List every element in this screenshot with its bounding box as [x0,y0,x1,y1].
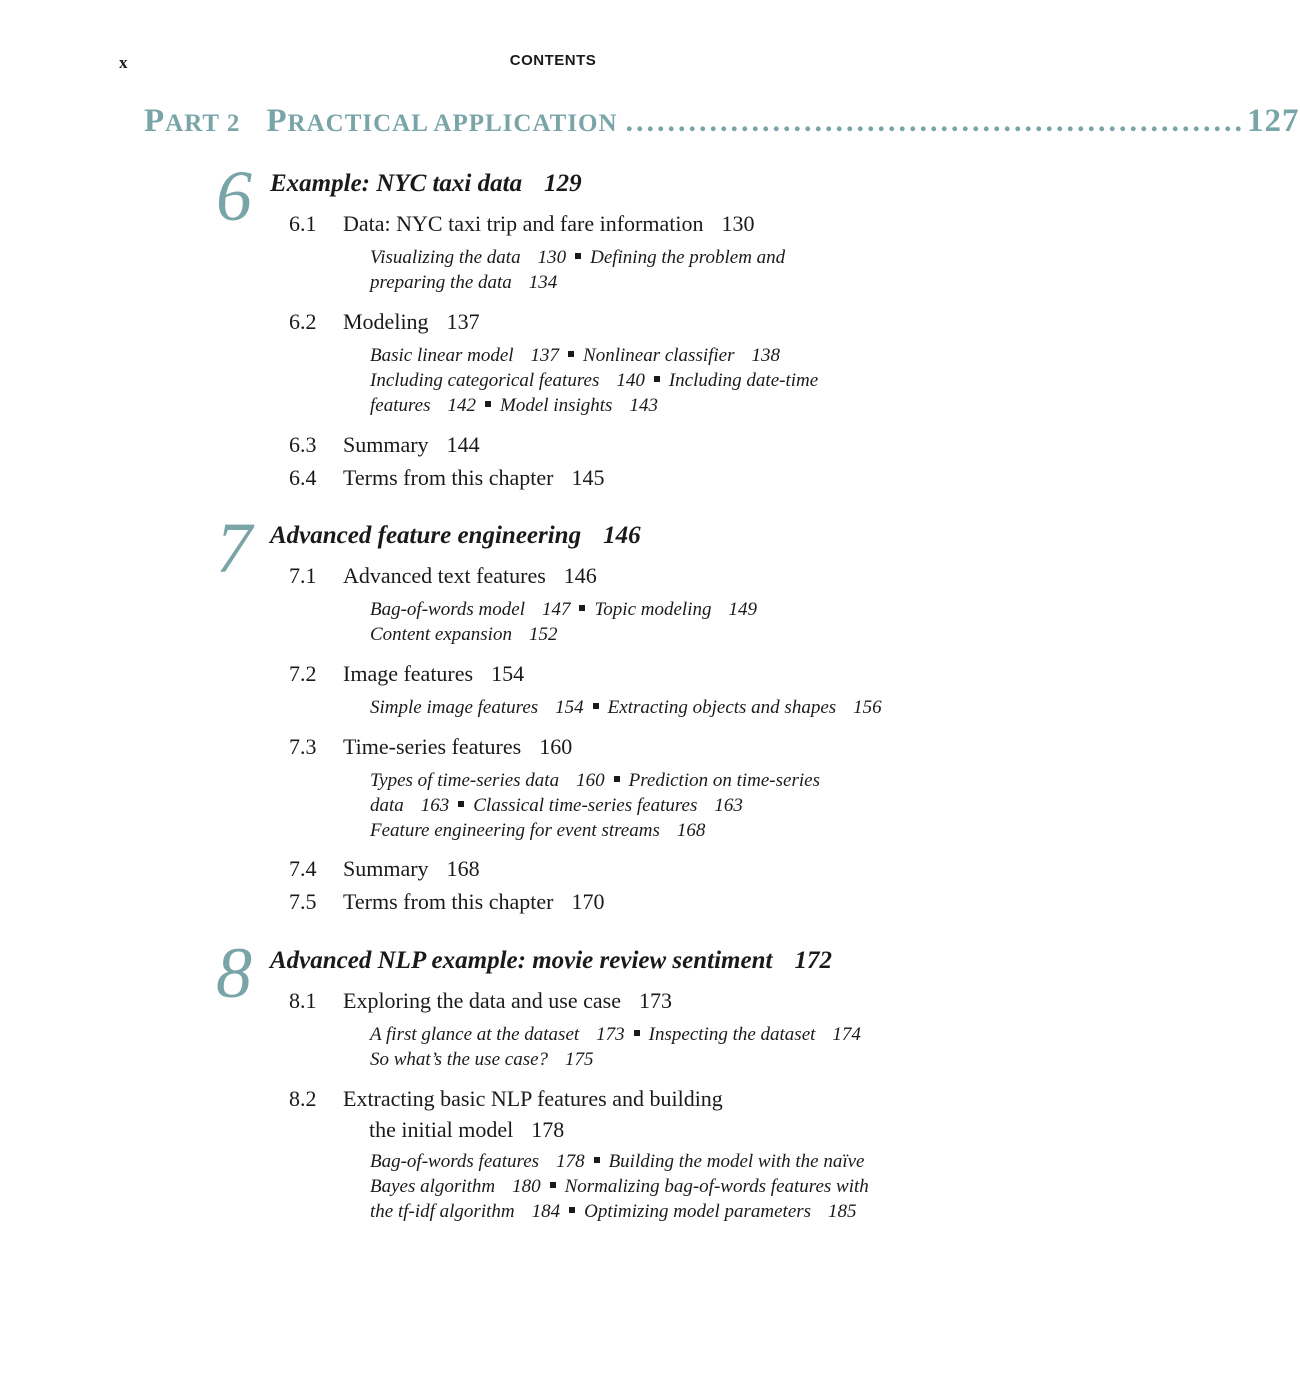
section-number: 7.2 [289,661,317,686]
subsection-title[interactable]: Topic modeling [594,599,712,620]
bullet-separator-icon [568,351,574,357]
section-number: 6.3 [289,432,317,457]
subsection-line [370,597,757,622]
bullet-separator-icon [654,376,660,382]
subsection-title[interactable]: Bag-of-words features [370,1151,540,1172]
subsection-line [370,368,818,393]
subsection-title[interactable]: preparing the data [370,272,512,293]
section-entry[interactable] [289,986,672,1016]
subsection-line [370,622,557,647]
subsection-page-number: 156 [853,697,882,718]
section-page-number: 170 [571,889,605,914]
subsection-title[interactable]: Including categorical features [370,370,600,391]
section-entry[interactable] [289,561,597,591]
subsection-page-number: 175 [565,1049,594,1070]
section-title: Time-series features [343,734,522,759]
subsection-title[interactable]: Extracting objects and shapes [607,697,837,718]
subsection-page-number: 174 [832,1024,861,1045]
chapter-page-number: 146 [603,522,641,549]
subsection-page-number: 184 [531,1201,561,1222]
chapter-title-link[interactable] [270,521,641,551]
bullet-separator-icon [458,801,464,807]
subsection-page-number: 160 [576,770,605,791]
section-page-number: 130 [721,211,755,236]
subsection-line [370,1047,594,1072]
section-number: 6.1 [289,211,317,236]
section-entry[interactable] [289,430,480,460]
subsection-title[interactable]: Including date-time [668,370,819,391]
bullet-separator-icon [485,401,491,407]
subsection-line [370,1149,865,1174]
bullet-separator-icon [614,776,620,782]
subsection-title[interactable]: Simple image features [370,697,539,718]
bullet-separator-icon [579,605,585,611]
section-title: Data: NYC taxi trip and fare information [343,211,704,236]
subsection-page-number: 185 [828,1201,857,1222]
section-title: Image features [343,661,474,686]
page-number: x [119,53,128,72]
section-title: Advanced text features [343,563,546,588]
subsection-page-number: 180 [512,1176,541,1197]
section-number: 7.4 [289,856,317,881]
section-page-number: 154 [491,661,525,686]
section-title: Terms from this chapter [343,465,554,490]
section-number: 6.4 [289,465,317,490]
section-title: Summary [343,856,429,881]
section-page-number: 178 [531,1117,565,1142]
subsection-title[interactable]: So what’s the use case? [370,1049,549,1070]
section-number: 7.1 [289,563,317,588]
subsection-title[interactable]: Normalizing bag-of-words features with [564,1176,869,1197]
subsection-page-number: 140 [616,370,645,391]
subsection-line [370,393,658,418]
subsection-line [370,245,785,270]
part-title: PRACTICAL APPLICATION [266,103,618,139]
chapter-page-number: 129 [544,170,582,197]
section-entry[interactable] [289,209,754,239]
section-page-number: 144 [446,432,480,457]
section-number: 7.3 [289,734,317,759]
subsection-title[interactable]: Model insights [500,395,613,416]
section-entry[interactable] [289,307,480,337]
subsection-title[interactable]: Content expansion [370,624,512,645]
subsection-page-number: 173 [596,1024,625,1045]
subsection-title[interactable]: Bag-of-words model [370,599,525,620]
subsection-page-number: 137 [530,345,560,366]
section-entry[interactable] [289,1084,723,1114]
subsection-title[interactable]: Basic linear model [370,345,514,366]
bullet-separator-icon [593,703,599,709]
section-title: Modeling [343,309,429,334]
bullet-separator-icon [569,1207,575,1213]
subsection-title[interactable]: Feature engineering for event streams [370,820,660,841]
subsection-title[interactable]: the tf-idf algorithm [370,1201,515,1222]
subsection-page-number: 149 [728,599,757,620]
chapter-title: Advanced NLP example: movie review sentiment [270,947,773,974]
bullet-separator-icon [575,253,581,259]
section-page-number: 146 [563,563,597,588]
subsection-title[interactable]: data [370,795,404,816]
chapter-title-link[interactable] [270,169,582,199]
subsection-title[interactable]: A first glance at the dataset [370,1024,580,1045]
subsection-title[interactable]: features [370,395,431,416]
dot-leader: ........................................................... [625,105,1246,138]
subsection-title[interactable]: Optimizing model parameters [584,1201,812,1222]
subsection-line [370,818,705,843]
subsection-page-number: 130 [537,247,567,268]
section-page-number: 168 [446,856,480,881]
section-title: Extracting basic NLP features and building [343,1086,723,1111]
subsection-title[interactable]: Types of time-series data [370,770,560,791]
subsection-title[interactable]: Prediction on time-series [628,770,820,791]
subsection-page-number: 143 [629,395,658,416]
part-heading[interactable] [144,103,1300,147]
chapter-number: 7 [216,508,252,588]
subsection-line [370,343,780,368]
section-title: Summary [343,432,429,457]
section-number: 8.1 [289,988,317,1013]
subsection-line [370,270,557,295]
subsection-page-number: 152 [528,624,558,645]
section-page-number: 137 [446,309,480,334]
subsection-page-number: 154 [555,697,584,718]
section-page-number: 145 [571,465,605,490]
section-entry[interactable] [289,854,480,884]
subsection-title[interactable]: Bayes algorithm [370,1176,496,1197]
bullet-separator-icon [594,1157,600,1163]
subsection-line [370,695,882,720]
bullet-separator-icon [634,1030,640,1036]
section-entry[interactable] [289,659,524,689]
subsection-line [370,1174,869,1199]
subsection-line [370,1022,861,1047]
subsection-title[interactable]: Inspecting the dataset [648,1024,816,1045]
chapter-title: Example: NYC taxi data [270,170,523,197]
subsection-title[interactable]: Classical time-series features [473,795,698,816]
subsection-title[interactable]: Building the model with the naïve [608,1151,865,1172]
subsection-page-number: 147 [541,599,571,620]
section-entry[interactable] [289,732,572,762]
section-entry-continuation[interactable] [369,1115,564,1145]
subsection-page-number: 138 [751,345,781,366]
bullet-separator-icon [550,1182,556,1188]
subsection-page-number: 134 [528,272,558,293]
subsection-line [370,1199,857,1224]
subsection-page-number: 168 [676,820,706,841]
subsection-title[interactable]: Nonlinear classifier [583,345,735,366]
section-number: 6.2 [289,309,317,334]
chapter-title-link[interactable] [270,946,832,976]
subsection-page-number: 163 [714,795,743,816]
subsection-page-number: 178 [556,1151,585,1172]
chapter-number: 6 [216,156,252,236]
chapter-number: 8 [216,933,252,1013]
subsection-page-number: 142 [447,395,477,416]
subsection-line [370,793,743,818]
section-page-number: 160 [539,734,573,759]
section-entry[interactable] [289,887,604,917]
part-label: PART 2 [144,103,241,139]
subsection-page-number: 163 [420,795,450,816]
subsection-title[interactable]: Visualizing the data [370,247,521,268]
section-title: Exploring the data and use case [343,988,621,1013]
section-number: 7.5 [289,889,317,914]
section-page-number: 173 [638,988,672,1013]
running-head: CONTENTS [509,52,597,69]
subsection-title[interactable]: Defining the problem and [590,247,786,268]
section-number: 8.2 [289,1086,317,1111]
chapter-title: Advanced feature engineering [270,522,582,549]
subsection-line [370,768,820,793]
section-title: Terms from this chapter [343,889,554,914]
section-entry[interactable] [289,463,604,493]
part-page-number: 127 [1247,103,1300,139]
section-title-continuation: the initial model [369,1117,514,1142]
chapter-page-number: 172 [794,947,832,974]
